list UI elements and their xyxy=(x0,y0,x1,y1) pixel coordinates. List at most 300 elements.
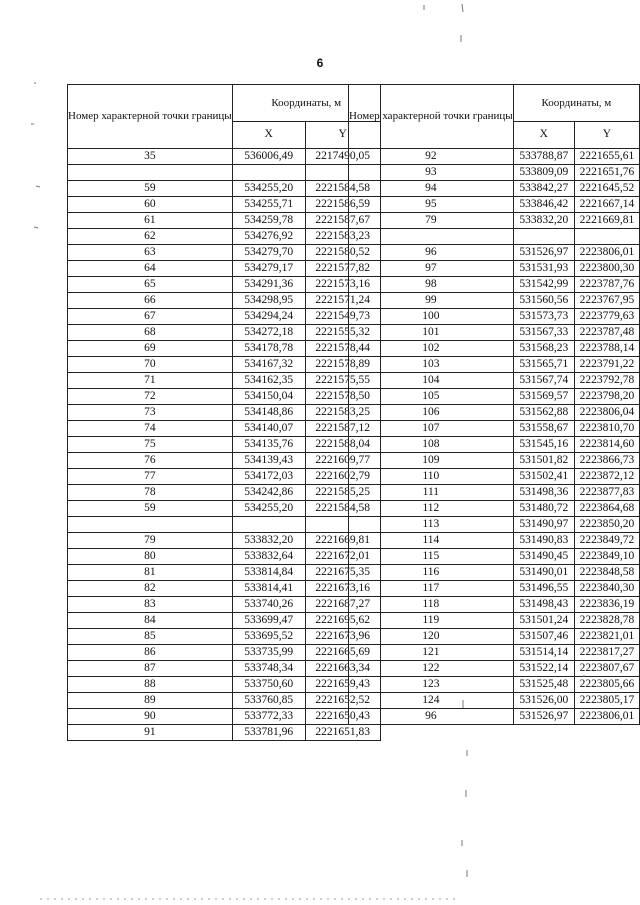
point-number-cell: 117 xyxy=(349,581,514,597)
x-coordinate-cell: 531526,97 xyxy=(513,709,574,725)
y-coordinate-cell: 2217490,05 xyxy=(305,149,380,165)
point-number-cell: 94 xyxy=(349,181,514,197)
x-coordinate-cell: 531525,48 xyxy=(513,677,574,693)
point-number-cell: 96 xyxy=(349,245,514,261)
point-number-cell: 102 xyxy=(349,341,514,357)
point-number-cell: 74 xyxy=(68,421,233,437)
y-coordinate-cell: 2221655,61 xyxy=(574,149,639,165)
header-coordinates: Координаты, м xyxy=(232,85,380,122)
table-body-left xyxy=(68,149,381,741)
y-coordinate-cell: 2221687,27 xyxy=(305,597,380,613)
point-number-cell: 59 xyxy=(68,181,233,197)
table-row xyxy=(68,373,381,389)
point-number-cell: 71 xyxy=(68,373,233,389)
point-number-cell xyxy=(68,517,233,533)
x-coordinate-cell: 531562,88 xyxy=(513,405,574,421)
y-coordinate-cell: 2221571,24 xyxy=(305,293,380,309)
x-coordinate-cell: 533814,41 xyxy=(232,581,305,597)
table-row xyxy=(349,197,640,213)
table-row xyxy=(349,293,640,309)
y-coordinate-cell: 2223787,76 xyxy=(574,277,639,293)
point-number-cell: 76 xyxy=(68,453,233,469)
y-coordinate-cell: 2221578,44 xyxy=(305,341,380,357)
x-coordinate-cell: 533814,84 xyxy=(232,565,305,581)
x-coordinate-cell: 531522,14 xyxy=(513,661,574,677)
y-coordinate-cell: 2223850,20 xyxy=(574,517,639,533)
y-coordinate-cell: 2223787,48 xyxy=(574,325,639,341)
point-number-cell: 93 xyxy=(349,165,514,181)
point-number-cell: 118 xyxy=(349,597,514,613)
y-coordinate-cell: 2223806,01 xyxy=(574,709,639,725)
y-coordinate-cell: 2221555,32 xyxy=(305,325,380,341)
x-coordinate-cell: 531567,74 xyxy=(513,373,574,389)
point-number-cell: 103 xyxy=(349,357,514,373)
point-number-cell: 114 xyxy=(349,533,514,549)
x-coordinate-cell: 534148,86 xyxy=(232,405,305,421)
point-number-cell: 116 xyxy=(349,565,514,581)
point-number-cell: 79 xyxy=(68,533,233,549)
y-coordinate-cell: 2223864,68 xyxy=(574,501,639,517)
x-coordinate-cell: 531531,93 xyxy=(513,261,574,277)
point-number-cell: 96 xyxy=(349,709,514,725)
y-coordinate-cell: 2223791,22 xyxy=(574,357,639,373)
x-coordinate-cell xyxy=(232,165,305,181)
y-coordinate-cell: 2221585,25 xyxy=(305,485,380,501)
point-number-cell: 61 xyxy=(68,213,233,229)
y-coordinate-cell: 2221669,81 xyxy=(574,213,639,229)
x-coordinate-cell: 531490,45 xyxy=(513,549,574,565)
table-row xyxy=(349,245,640,261)
y-coordinate-cell: 2221578,50 xyxy=(305,389,380,405)
point-number-cell: 124 xyxy=(349,693,514,709)
point-number-cell: 90 xyxy=(68,709,233,725)
y-coordinate-cell: 2223810,70 xyxy=(574,421,639,437)
y-coordinate-cell: 2221651,83 xyxy=(305,725,380,741)
table-row xyxy=(68,549,381,565)
table-row xyxy=(349,533,640,549)
table-row xyxy=(68,245,381,261)
point-number-cell xyxy=(349,229,514,245)
x-coordinate-cell: 533832,64 xyxy=(232,549,305,565)
x-coordinate-cell: 531565,71 xyxy=(513,357,574,373)
table-row xyxy=(349,421,640,437)
x-coordinate-cell: 531490,01 xyxy=(513,565,574,581)
point-number-cell: 78 xyxy=(68,485,233,501)
point-number-cell: 121 xyxy=(349,645,514,661)
point-number-cell: 83 xyxy=(68,597,233,613)
y-coordinate-cell: 2223805,17 xyxy=(574,693,639,709)
point-number-cell: 123 xyxy=(349,677,514,693)
y-coordinate-cell: 2223767,95 xyxy=(574,293,639,309)
table-row xyxy=(349,165,640,181)
table-row xyxy=(349,469,640,485)
x-coordinate-cell: 534162,35 xyxy=(232,373,305,389)
table-row xyxy=(349,437,640,453)
y-coordinate-cell: 2223848,58 xyxy=(574,565,639,581)
x-coordinate-cell: 534135,76 xyxy=(232,437,305,453)
table-row xyxy=(349,661,640,677)
y-coordinate-cell: 2223814,60 xyxy=(574,437,639,453)
x-coordinate-cell: 533772,33 xyxy=(232,709,305,725)
x-coordinate-cell: 531490,83 xyxy=(513,533,574,549)
x-coordinate-cell: 533695,52 xyxy=(232,629,305,645)
x-coordinate-cell: 533750,60 xyxy=(232,677,305,693)
table-row xyxy=(68,469,381,485)
y-coordinate-cell: 2221645,52 xyxy=(574,181,639,197)
point-number-cell: 98 xyxy=(349,277,514,293)
x-coordinate-cell: 531490,97 xyxy=(513,517,574,533)
x-coordinate-cell: 533760,85 xyxy=(232,693,305,709)
coordinates-table-right xyxy=(348,84,640,725)
y-coordinate-cell: 2221669,81 xyxy=(305,533,380,549)
table-row xyxy=(68,325,381,341)
x-coordinate-cell: 531542,99 xyxy=(513,277,574,293)
point-number-cell: 104 xyxy=(349,373,514,389)
y-coordinate-cell: 2221587,12 xyxy=(305,421,380,437)
x-coordinate-cell: 534279,17 xyxy=(232,261,305,277)
point-number-cell: 92 xyxy=(349,149,514,165)
x-coordinate-cell: 534172,03 xyxy=(232,469,305,485)
y-coordinate-cell: 2221575,55 xyxy=(305,373,380,389)
point-number-cell: 67 xyxy=(68,309,233,325)
table-row xyxy=(68,517,381,533)
y-coordinate-cell: 2221573,16 xyxy=(305,277,380,293)
y-coordinate-cell: 2223788,14 xyxy=(574,341,639,357)
point-number-cell: 88 xyxy=(68,677,233,693)
point-number-cell: 77 xyxy=(68,469,233,485)
y-coordinate-cell: 2223840,30 xyxy=(574,581,639,597)
y-coordinate-cell: 2223821,01 xyxy=(574,629,639,645)
x-coordinate-cell: 534298,95 xyxy=(232,293,305,309)
point-number-cell: 95 xyxy=(349,197,514,213)
x-coordinate-cell: 531507,46 xyxy=(513,629,574,645)
y-coordinate-cell: 2223866,73 xyxy=(574,453,639,469)
point-number-cell: 86 xyxy=(68,645,233,661)
point-number-cell: 69 xyxy=(68,341,233,357)
x-coordinate-cell: 533740,26 xyxy=(232,597,305,613)
table-row xyxy=(68,213,381,229)
x-coordinate-cell: 534178,78 xyxy=(232,341,305,357)
y-coordinate-cell: 2223779,63 xyxy=(574,309,639,325)
y-coordinate-cell: 2221549,73 xyxy=(305,309,380,325)
point-number-cell: 81 xyxy=(68,565,233,581)
table-row xyxy=(349,325,640,341)
table-row xyxy=(68,149,381,165)
table-row xyxy=(68,389,381,405)
point-number-cell: 70 xyxy=(68,357,233,373)
point-number-cell: 59 xyxy=(68,501,233,517)
table-row xyxy=(68,693,381,709)
point-number-cell: 115 xyxy=(349,549,514,565)
y-coordinate-cell: 2223807,67 xyxy=(574,661,639,677)
table-row xyxy=(68,565,381,581)
x-coordinate-cell xyxy=(232,517,305,533)
table-body-right xyxy=(349,149,640,725)
point-number-cell: 122 xyxy=(349,661,514,677)
x-coordinate-cell: 531480,72 xyxy=(513,501,574,517)
x-coordinate-cell: 536006,49 xyxy=(232,149,305,165)
table-row xyxy=(349,677,640,693)
header-x: X xyxy=(513,122,574,149)
point-number-cell: 65 xyxy=(68,277,233,293)
table-row xyxy=(349,309,640,325)
point-number-cell: 110 xyxy=(349,469,514,485)
x-coordinate-cell: 534139,43 xyxy=(232,453,305,469)
table-row xyxy=(349,613,640,629)
y-coordinate-cell: 2221695,62 xyxy=(305,613,380,629)
table-row xyxy=(68,453,381,469)
y-coordinate-cell: 2223806,01 xyxy=(574,245,639,261)
y-coordinate-cell: 2223805,66 xyxy=(574,677,639,693)
header-point-number: Номер характерной точки границы xyxy=(68,85,233,149)
table-row xyxy=(68,357,381,373)
table-row xyxy=(349,405,640,421)
point-number-cell: 35 xyxy=(68,149,233,165)
table-row xyxy=(68,293,381,309)
x-coordinate-cell: 531545,16 xyxy=(513,437,574,453)
table-row xyxy=(68,677,381,693)
y-coordinate-cell: 2223849,10 xyxy=(574,549,639,565)
point-number-cell: 64 xyxy=(68,261,233,277)
x-coordinate-cell: 531526,00 xyxy=(513,693,574,709)
table-row xyxy=(349,389,640,405)
y-coordinate-cell: 2221578,89 xyxy=(305,357,380,373)
point-number-cell: 79 xyxy=(349,213,514,229)
table-row xyxy=(68,181,381,197)
point-number-cell: 99 xyxy=(349,293,514,309)
table-row xyxy=(349,453,640,469)
x-coordinate-cell: 533735,99 xyxy=(232,645,305,661)
table-row xyxy=(349,485,640,501)
point-number-cell: 109 xyxy=(349,453,514,469)
table-row xyxy=(349,581,640,597)
table-row xyxy=(68,501,381,517)
table-row xyxy=(68,277,381,293)
point-number-cell: 73 xyxy=(68,405,233,421)
point-number-cell: 107 xyxy=(349,421,514,437)
y-coordinate-cell: 2221673,16 xyxy=(305,581,380,597)
table-row xyxy=(68,421,381,437)
page-number: 6 xyxy=(316,56,324,70)
x-coordinate-cell: 534255,20 xyxy=(232,181,305,197)
table-row xyxy=(68,165,381,181)
table-row xyxy=(68,405,381,421)
table-row xyxy=(68,341,381,357)
x-coordinate-cell: 534255,20 xyxy=(232,501,305,517)
point-number-cell: 80 xyxy=(68,549,233,565)
header-point-number: Номер характерной точки границы xyxy=(349,85,514,149)
y-coordinate-cell: 2223872,12 xyxy=(574,469,639,485)
point-number-cell: 66 xyxy=(68,293,233,309)
table-row xyxy=(349,261,640,277)
x-coordinate-cell: 533832,20 xyxy=(513,213,574,229)
y-coordinate-cell: 2223798,20 xyxy=(574,389,639,405)
y-coordinate-cell: 2221651,76 xyxy=(574,165,639,181)
header-y: Y xyxy=(574,122,639,149)
y-coordinate-cell: 2221580,52 xyxy=(305,245,380,261)
table-row xyxy=(68,661,381,677)
table-row xyxy=(68,533,381,549)
table-row xyxy=(349,341,640,357)
x-coordinate-cell: 531573,73 xyxy=(513,309,574,325)
x-coordinate-cell: 531498,36 xyxy=(513,485,574,501)
x-coordinate-cell: 534255,71 xyxy=(232,197,305,213)
y-coordinate-cell: 2221583,25 xyxy=(305,405,380,421)
point-number-cell: 60 xyxy=(68,197,233,213)
y-coordinate-cell: 2223877,83 xyxy=(574,485,639,501)
header-x: X xyxy=(232,122,305,149)
point-number-cell: 89 xyxy=(68,693,233,709)
point-number-cell: 85 xyxy=(68,629,233,645)
x-coordinate-cell: 533788,87 xyxy=(513,149,574,165)
y-coordinate-cell: 2221584,58 xyxy=(305,501,380,517)
point-number-cell: 112 xyxy=(349,501,514,517)
x-coordinate-cell: 533846,42 xyxy=(513,197,574,213)
y-coordinate-cell: 2223792,78 xyxy=(574,373,639,389)
table-row xyxy=(349,629,640,645)
x-coordinate-cell: 531502,41 xyxy=(513,469,574,485)
x-coordinate-cell: 531567,33 xyxy=(513,325,574,341)
y-coordinate-cell: 2223806,04 xyxy=(574,405,639,421)
x-coordinate-cell: 533809,09 xyxy=(513,165,574,181)
point-number-cell: 63 xyxy=(68,245,233,261)
y-coordinate-cell: 2221672,01 xyxy=(305,549,380,565)
table-row xyxy=(349,229,640,245)
table-row xyxy=(349,501,640,517)
point-number-cell: 75 xyxy=(68,437,233,453)
point-number-cell: 68 xyxy=(68,325,233,341)
point-number-cell: 120 xyxy=(349,629,514,645)
table-row xyxy=(349,181,640,197)
table-row xyxy=(68,709,381,725)
y-coordinate-cell: 2221663,34 xyxy=(305,661,380,677)
y-coordinate-cell: 2221650,43 xyxy=(305,709,380,725)
y-coordinate-cell: 2221587,67 xyxy=(305,213,380,229)
y-coordinate-cell: 2221609,77 xyxy=(305,453,380,469)
table-row xyxy=(349,597,640,613)
table-row xyxy=(68,645,381,661)
y-coordinate-cell: 2221602,79 xyxy=(305,469,380,485)
x-coordinate-cell: 534294,24 xyxy=(232,309,305,325)
y-coordinate-cell: 2223828,78 xyxy=(574,613,639,629)
table-row xyxy=(68,197,381,213)
x-coordinate-cell: 533748,34 xyxy=(232,661,305,677)
x-coordinate-cell: 531501,24 xyxy=(513,613,574,629)
table-row xyxy=(349,357,640,373)
x-coordinate-cell: 534150,04 xyxy=(232,389,305,405)
table-row xyxy=(349,277,640,293)
table-row xyxy=(349,709,640,725)
x-coordinate-cell: 531569,57 xyxy=(513,389,574,405)
point-number-cell: 62 xyxy=(68,229,233,245)
x-coordinate-cell: 531558,67 xyxy=(513,421,574,437)
coordinates-table-left xyxy=(67,84,381,741)
table-row xyxy=(68,597,381,613)
x-coordinate-cell: 534242,86 xyxy=(232,485,305,501)
table-row xyxy=(349,645,640,661)
x-coordinate-cell: 531501,82 xyxy=(513,453,574,469)
y-coordinate-cell xyxy=(574,229,639,245)
table-row xyxy=(68,613,381,629)
point-number-cell: 111 xyxy=(349,485,514,501)
y-coordinate-cell: 2221586,59 xyxy=(305,197,380,213)
point-number-cell: 106 xyxy=(349,405,514,421)
table-row xyxy=(68,485,381,501)
table-row xyxy=(349,565,640,581)
table-row xyxy=(349,693,640,709)
x-coordinate-cell: 531526,97 xyxy=(513,245,574,261)
x-coordinate-cell xyxy=(513,229,574,245)
header-y: Y xyxy=(305,122,380,149)
x-coordinate-cell: 533699,47 xyxy=(232,613,305,629)
point-number-cell: 105 xyxy=(349,389,514,405)
y-coordinate-cell: 2221659,43 xyxy=(305,677,380,693)
y-coordinate-cell: 2221675,35 xyxy=(305,565,380,581)
y-coordinate-cell: 2223800,30 xyxy=(574,261,639,277)
x-coordinate-cell: 534279,70 xyxy=(232,245,305,261)
y-coordinate-cell: 2221588,04 xyxy=(305,437,380,453)
point-number-cell: 97 xyxy=(349,261,514,277)
point-number-cell: 108 xyxy=(349,437,514,453)
y-coordinate-cell: 2221667,14 xyxy=(574,197,639,213)
x-coordinate-cell: 534276,92 xyxy=(232,229,305,245)
x-coordinate-cell: 531498,43 xyxy=(513,597,574,613)
point-number-cell: 84 xyxy=(68,613,233,629)
y-coordinate-cell: 2221584,58 xyxy=(305,181,380,197)
point-number-cell: 113 xyxy=(349,517,514,533)
x-coordinate-cell: 533842,27 xyxy=(513,181,574,197)
y-coordinate-cell: 2223849,72 xyxy=(574,533,639,549)
header-coordinates: Координаты, м xyxy=(513,85,639,122)
table-row xyxy=(349,549,640,565)
x-coordinate-cell: 533832,20 xyxy=(232,533,305,549)
point-number-cell: 100 xyxy=(349,309,514,325)
y-coordinate-cell: 2221673,96 xyxy=(305,629,380,645)
y-coordinate-cell: 2221583,23 xyxy=(305,229,380,245)
x-coordinate-cell: 531514,14 xyxy=(513,645,574,661)
table-row xyxy=(349,517,640,533)
y-coordinate-cell: 2221652,52 xyxy=(305,693,380,709)
x-coordinate-cell: 531496,55 xyxy=(513,581,574,597)
y-coordinate-cell: 2221577,82 xyxy=(305,261,380,277)
point-number-cell: 82 xyxy=(68,581,233,597)
x-coordinate-cell: 534291,36 xyxy=(232,277,305,293)
x-coordinate-cell: 533781,96 xyxy=(232,725,305,741)
x-coordinate-cell: 534167,32 xyxy=(232,357,305,373)
point-number-cell xyxy=(68,165,233,181)
table-row xyxy=(68,437,381,453)
table-row xyxy=(349,373,640,389)
table-row xyxy=(68,309,381,325)
table-row xyxy=(349,149,640,165)
x-coordinate-cell: 531568,23 xyxy=(513,341,574,357)
x-coordinate-cell: 534140,07 xyxy=(232,421,305,437)
table-row xyxy=(68,581,381,597)
point-number-cell: 101 xyxy=(349,325,514,341)
point-number-cell: 72 xyxy=(68,389,233,405)
y-coordinate-cell: 2221665,69 xyxy=(305,645,380,661)
table-row xyxy=(68,261,381,277)
table-row xyxy=(68,229,381,245)
point-number-cell: 91 xyxy=(68,725,233,741)
table-row xyxy=(349,213,640,229)
x-coordinate-cell: 534259,78 xyxy=(232,213,305,229)
point-number-cell: 87 xyxy=(68,661,233,677)
x-coordinate-cell: 534272,18 xyxy=(232,325,305,341)
y-coordinate-cell: 2223817,27 xyxy=(574,645,639,661)
y-coordinate-cell: 2223836,19 xyxy=(574,597,639,613)
point-number-cell: 119 xyxy=(349,613,514,629)
